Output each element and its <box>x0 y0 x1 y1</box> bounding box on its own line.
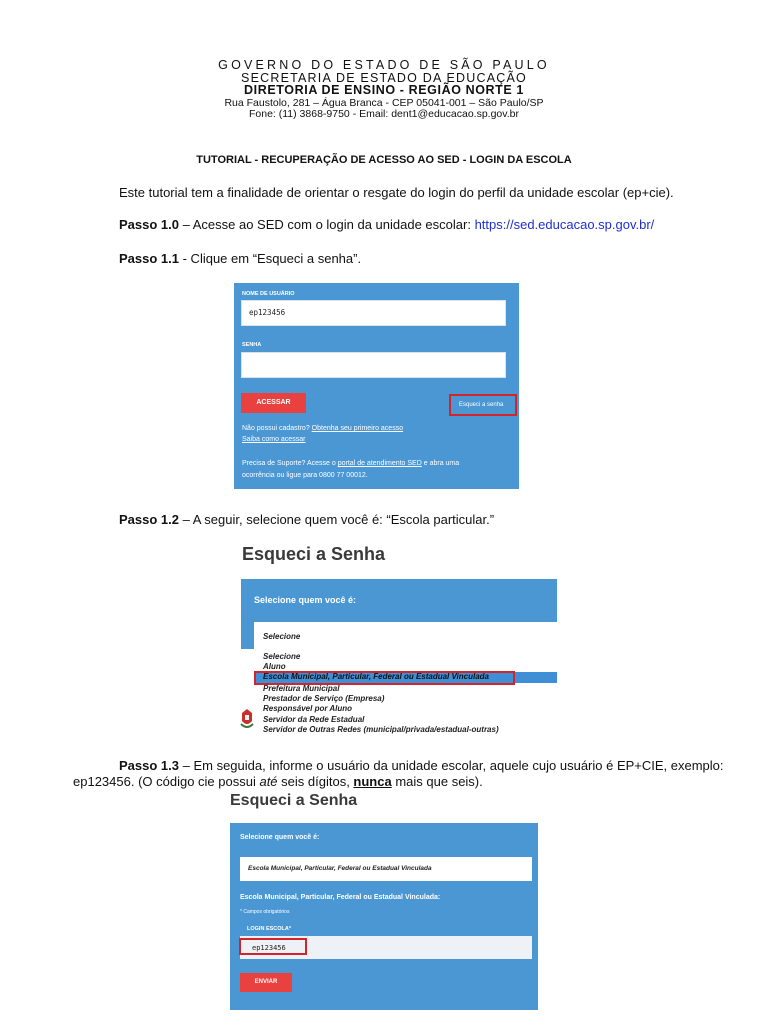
role-select-label-2: Selecione quem você é: <box>240 834 320 841</box>
role-select-value: Selecione <box>263 632 301 641</box>
role-select-label: Selecione quem você é: <box>254 595 357 605</box>
role-option[interactable]: Servidor de Outras Redes (municipal/privada/estadual-outras) <box>263 725 499 734</box>
section-title: Escola Municipal, Particular, Federal ou Estadual Vinculada: <box>240 894 441 901</box>
support-text-a: Precisa de Suporte? Acesse o <box>242 460 338 467</box>
highlight-box <box>239 938 307 955</box>
letterhead-line-secretariat: SECRETARIA DE ESTADO DA EDUCAÇÃO <box>241 71 527 85</box>
role-option[interactable]: Responsável por Aluno <box>263 704 353 713</box>
letterhead-line-government: GOVERNO DO ESTADO DE SÃO PAULO <box>218 58 550 72</box>
role-option[interactable]: Prestador de Serviço (Empresa) <box>263 694 385 703</box>
role-option-highlighted[interactable]: Escola Municipal, Particular, Federal ou Estadual Vinculada <box>254 672 557 683</box>
required-note: * Campos obrigatórios <box>240 909 290 915</box>
support-portal-link[interactable]: portal de atendimento SED <box>337 460 422 467</box>
school-login-value: ep123456 <box>252 944 286 952</box>
support-text-c: e abra uma <box>421 460 460 467</box>
how-to-access-link[interactable]: Saiba como acessar <box>242 436 306 443</box>
step-1-1-text: - Clique em “Esqueci a senha”. <box>179 251 362 266</box>
step-1-2 <box>119 511 494 528</box>
step-1-1 <box>119 250 361 267</box>
letterhead-line-directorate: DIRETORIA DE ENSINO - REGIÃO NORTE 1 <box>244 83 524 97</box>
forgot-password-heading-1: Esqueci a Senha <box>242 544 386 564</box>
first-access-link[interactable]: Obtenha seu primeiro acesso <box>311 425 404 432</box>
intro-paragraph: Este tutorial tem a finalidade de orientar o resgate do login do perfil da unidade escolar (ep+cie). <box>119 185 674 200</box>
username-value: ep123456 <box>249 308 286 317</box>
username-label: NOME DE USUÁRIO <box>242 291 295 297</box>
step-1-2-text: – A seguir, selecione quem você é: “Escola particular.” <box>179 512 495 527</box>
document-title: TUTORIAL - RECUPERAÇÃO DE ACESSO AO SED - LOGIN DA ESCOLA <box>196 154 572 166</box>
school-login-form-screenshot <box>230 823 538 1010</box>
password-field[interactable] <box>241 352 506 378</box>
highlight-box <box>449 394 517 416</box>
role-select-value-2: Escola Municipal, Particular, Federal ou Estadual Vinculada <box>248 865 432 872</box>
forgot-password-heading-2: Esqueci a Senha <box>230 792 358 809</box>
role-option[interactable]: Selecione <box>263 652 301 661</box>
login-panel-screenshot <box>234 283 519 489</box>
sed-link[interactable]: https://sed.educacao.sp.gov.br/ <box>474 217 655 232</box>
no-account-text: Não possui cadastro? <box>242 425 312 432</box>
role-select[interactable] <box>254 622 557 649</box>
role-option[interactable]: Servidor da Rede Estadual <box>263 715 365 724</box>
role-option[interactable]: Aluno <box>263 662 286 671</box>
enviar-button[interactable]: ENVIAR <box>240 973 292 992</box>
username-field[interactable] <box>241 300 506 326</box>
step-1-3-line-1 <box>119 757 724 774</box>
role-select-panel-screenshot <box>241 579 557 649</box>
support-line-2: ocorrência ou ligue para 0800 77 00012. <box>242 472 368 479</box>
step-1-3-emphasis-nunca: nunca <box>353 774 392 789</box>
step-1-3-text-b5: mais que seis). <box>391 774 483 789</box>
step-1-2-label: Passo 1.2 <box>119 512 179 527</box>
letterhead-phone-email: Fone: (11) 3868-9750 - Email: dent1@educacao.sp.gov.br <box>248 108 519 120</box>
step-1-0-label: Passo 1.0 <box>119 217 179 232</box>
highlight-box <box>254 671 515 685</box>
step-1-3-emphasis-ate: até <box>259 774 278 789</box>
step-1-1-label: Passo 1.1 <box>119 251 179 266</box>
step-1-3-line-2 <box>73 773 483 790</box>
step-1-0 <box>119 216 654 233</box>
state-seal-icon <box>240 708 254 730</box>
password-label: SENHA <box>242 342 262 348</box>
step-1-0-text: – Acesse ao SED com o login da unidade escolar: <box>179 217 475 232</box>
step-1-3-label: Passo 1.3 <box>119 758 179 773</box>
role-option[interactable]: Prefeitura Municipal <box>263 684 340 693</box>
step-1-3-text-a: – Em seguida, informe o usuário da unidade escolar, aquele cujo usuário é EP+CIE, exemplo: <box>179 758 724 773</box>
school-login-label: LOGIN ESCOLA* <box>247 926 292 932</box>
no-account-line <box>242 423 403 434</box>
acessar-button[interactable]: ACESSAR <box>241 393 306 413</box>
step-1-3-text-b1: ep123456. (O código cie possui <box>73 774 260 789</box>
letterhead-address: Rua Faustolo, 281 – Água Branca - CEP 05041-001 – São Paulo/SP <box>224 97 544 109</box>
role-select-2[interactable] <box>240 857 532 881</box>
forgot-password-link[interactable]: Esqueci a senha <box>459 402 504 408</box>
support-line-1 <box>242 458 459 469</box>
step-1-3-text-b3: seis dígitos, <box>277 774 354 789</box>
